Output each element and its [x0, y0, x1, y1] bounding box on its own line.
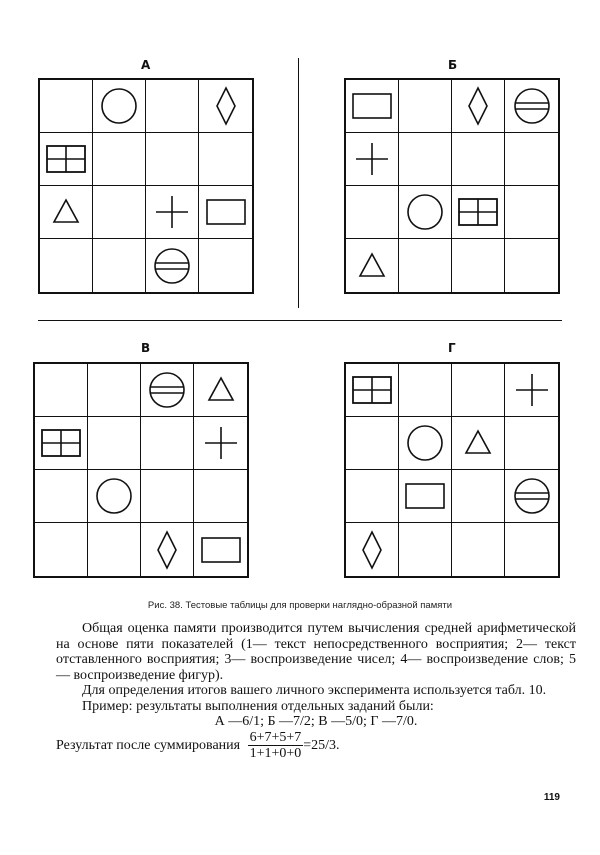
grid-cell: [346, 133, 399, 186]
grid-cell: [346, 417, 399, 470]
figure-caption: Рис. 38. Тестовые таблицы для проверки наглядно-образной памяти: [147, 600, 453, 611]
fraction-result: =25/3.: [303, 737, 340, 753]
test-table-b: [344, 78, 560, 294]
page-number: 119: [543, 792, 560, 803]
grid-cell: [346, 364, 399, 417]
grid-cell: [40, 239, 93, 292]
grid-cell: [346, 470, 399, 523]
barred-circle-icon: [152, 246, 192, 286]
window-icon: [352, 370, 392, 410]
test-table-v: [33, 362, 249, 578]
grid-cell: [35, 364, 88, 417]
vertical-divider: [298, 58, 299, 308]
grid-cell: [199, 80, 252, 133]
window-icon: [458, 192, 498, 232]
circle-icon: [405, 423, 445, 463]
grid-cell: [399, 523, 452, 576]
grid-cell: [146, 133, 199, 186]
grid-cell: [88, 523, 141, 576]
grid-cell: [199, 133, 252, 186]
grid-cell: [452, 133, 505, 186]
grid-cell: [194, 417, 247, 470]
grid-cell: [505, 417, 558, 470]
window-icon: [41, 423, 81, 463]
grid-cell: [141, 470, 194, 523]
grid-cell: [146, 80, 199, 133]
window-icon: [46, 139, 86, 179]
grid-cell: [199, 186, 252, 239]
circle-icon: [94, 476, 134, 516]
grid-cell: [146, 186, 199, 239]
grid-cell: [199, 239, 252, 292]
grid-cell: [399, 470, 452, 523]
table-label-g: Г: [448, 341, 456, 355]
barred-circle-icon: [512, 86, 552, 126]
grid-cell: [35, 417, 88, 470]
test-table-g: [344, 362, 560, 578]
triangle-icon: [201, 370, 241, 410]
grid-cell: [452, 470, 505, 523]
grid-cell: [146, 239, 199, 292]
diamond-icon: [147, 530, 187, 570]
rect-icon: [206, 192, 246, 232]
grid-cell: [35, 470, 88, 523]
grid-cell: [346, 239, 399, 292]
diamond-icon: [206, 86, 246, 126]
table-label-a: А: [141, 58, 151, 72]
grid-cell: [505, 364, 558, 417]
grid-cell: [505, 523, 558, 576]
grid-cell: [505, 80, 558, 133]
grid-cell: [40, 186, 93, 239]
grid-cell: [93, 80, 146, 133]
rect-icon: [405, 476, 445, 516]
grid-cell: [40, 80, 93, 133]
grid-cell: [40, 133, 93, 186]
test-table-a: [38, 78, 254, 294]
grid-cell: [194, 523, 247, 576]
grid-cell: [88, 470, 141, 523]
fraction-numerator: 6+7+5+7: [249, 729, 302, 745]
grid-cell: [346, 523, 399, 576]
grid-cell: [346, 80, 399, 133]
plus-icon: [201, 423, 241, 463]
grid-cell: [505, 133, 558, 186]
grid-cell: [452, 523, 505, 576]
grid-cell: [399, 186, 452, 239]
grid-cell: [141, 364, 194, 417]
result-fraction: [248, 730, 304, 762]
result-line: [56, 730, 576, 762]
grid-cell: [399, 364, 452, 417]
barred-circle-icon: [512, 476, 552, 516]
paragraph-method: Общая оценка памяти производится путем вычисления средней арифметической на основе пяти показателей (1— текст непосредственного восприятия; 2— текст отставленного восприятия; 3— воспроизведение чисел; 4— воспроизведение слов; 5— воспроизведение фигур).: [56, 621, 576, 683]
grid-cell: [399, 417, 452, 470]
grid-cell: [452, 364, 505, 417]
grid-cell: [194, 364, 247, 417]
grid-cell: [346, 186, 399, 239]
triangle-icon: [458, 423, 498, 463]
fraction-denominator: 1+1+0+0: [249, 746, 302, 761]
plus-icon: [352, 139, 392, 179]
grid-cell: [88, 417, 141, 470]
circle-icon: [99, 86, 139, 126]
table-label-b: Б: [448, 58, 458, 72]
grid-cell: [93, 186, 146, 239]
horizontal-divider: [38, 320, 562, 321]
grid-cell: [399, 80, 452, 133]
diamond-icon: [458, 86, 498, 126]
grid-cell: [88, 364, 141, 417]
grid-cell: [505, 186, 558, 239]
rect-icon: [352, 86, 392, 126]
example-results: А —6/1; Б —7/2; В —5/0; Г —7/0.: [214, 714, 418, 729]
barred-circle-icon: [147, 370, 187, 410]
circle-icon: [405, 192, 445, 232]
grid-cell: [452, 186, 505, 239]
plus-icon: [152, 192, 192, 232]
paragraph-example-intro: Пример: результаты выполнения отдельных заданий были:: [82, 698, 434, 714]
grid-cell: [93, 133, 146, 186]
plus-icon: [512, 370, 552, 410]
grid-cell: [35, 523, 88, 576]
grid-cell: [93, 239, 146, 292]
grid-cell: [399, 239, 452, 292]
grid-cell: [452, 80, 505, 133]
diamond-icon: [352, 530, 392, 570]
grid-cell: [452, 239, 505, 292]
grid-cell: [505, 239, 558, 292]
grid-cell: [399, 133, 452, 186]
grid-cell: [194, 470, 247, 523]
body-text: [56, 621, 576, 762]
paragraph-table-ref: Для определения итогов вашего личного эксперимента используется табл. 10.: [82, 683, 547, 698]
triangle-icon: [46, 192, 86, 232]
table-label-v: В: [141, 341, 151, 355]
grid-cell: [452, 417, 505, 470]
grid-cell: [141, 523, 194, 576]
result-label: Результат после суммирования: [56, 737, 241, 753]
rect-icon: [201, 530, 241, 570]
triangle-icon: [352, 246, 392, 286]
grid-cell: [505, 470, 558, 523]
grid-cell: [141, 417, 194, 470]
